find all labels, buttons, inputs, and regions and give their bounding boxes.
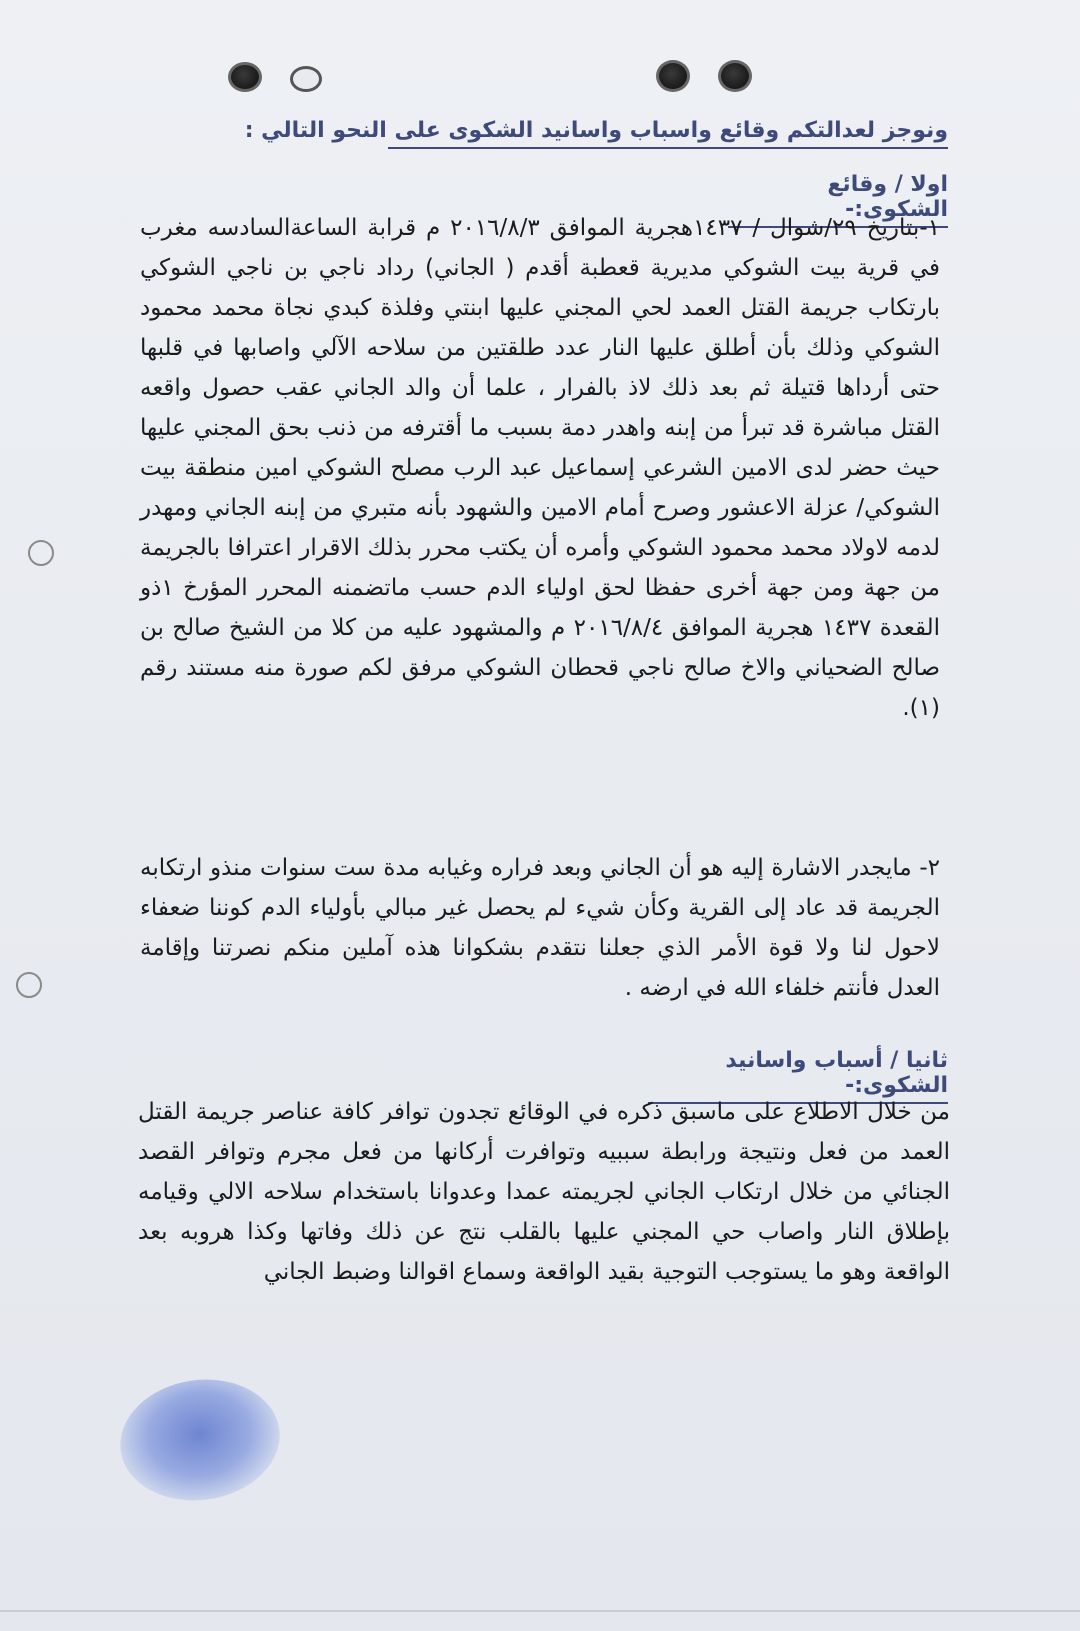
section1-heading: اولا / وقائع الشكوى:- xyxy=(728,172,948,228)
punch-hole-left-2 xyxy=(290,66,322,92)
paragraph-3: من خلال الاطلاع على ماسبق ذكره في الوقائع تجدون توافر كافة عناصر جريمة القتل العمد من فعل ونتيجة ورابطة سببيه وتوافرت أركانها من فعل مجرم وتوافر القصد الجنائي من خلال ارتكاب الجاني لجريمته عمدا وعدوانا باستخدام سلاحه الالي وقيامه بإطلاق النار واصاب حي المجني عليها بالقلب نتج عن ذلك وفاتها وكذا هروبه بعد الواقعة وهو ما يستوجب التوجية بقيد الواقعة وسماع اقوالنا وضبط الجاني xyxy=(138,1099,950,1285)
intro-line xyxy=(244,118,948,149)
margin-hole-mark xyxy=(16,972,42,998)
punch-hole-right-2 xyxy=(718,60,752,92)
intro-underline xyxy=(388,147,948,149)
section2-heading: ثانيا / أسباب واسانيد الشكوى:- xyxy=(648,1048,948,1104)
fingerprint-stamp xyxy=(112,1369,287,1510)
page-fold xyxy=(0,1610,1080,1612)
paragraph-1: ١-بتاريخ ٢٩/شوال / ١٤٣٧هجرية الموافق ٢٠١٦/٨/٣ م قرابة الساعةالسادسه مغرب في قرية بيت الشوكي مديرية قعطبة أقدم ( الجاني) رداد ناجي بن ناجي الشوكي بارتكاب جريمة القتل العمد لحي المجني عليها ابنتي وفلذة كبدي نجاة محمد محمود الشوكي وذلك بأن أطلق عليها النار عدد طلقتين من سلاحه الآلي واصابها في قلبها حتى أرداها قتيلة ثم بعد ذلك لاذ بالفرار ، علما أن والد الجاني عقب حصول واقعه القتل مباشرة قد تبرأ من إبنه واهدر دمة بسبب ما أقترفه من ذنب بحق المجني عليها حيث حضر لدى الامين الشرعي إسماعيل عبد الرب مصلح الشوكي امين منطقة بيت الشوكي/ عزلة الاعشور وصرح أمام الامين والشهود بأنه متبري من إبنه الجاني ومهدر لدمه لاولاد محمد محمود الشوكي وأمره أن يكتب محرر بذلك الاقرار اعترافا بالجريمة من جهة ومن جهة أخرى حفظا لحق اولياء الدم حسب ماتضمنه المحرر المؤرخ ١ذو القعدة ١٤٣٧ هجرية الموافق ٢٠١٦/٨/٤ م والمشهود عليه من كلا من الشيخ صالح بن صالح الضحياني والاخ صالح ناجي قحطان الشوكي مرفق لكم صورة منه مستند رقم (١). xyxy=(140,215,941,721)
punch-hole-left xyxy=(228,62,262,92)
punch-hole-right xyxy=(656,60,690,92)
paragraph-2: ٢- مايجدر الاشارة إليه هو أن الجاني وبعد فراره وغيابه مدة ست سنوات منذو ارتكابه الجريمة قد عاد إلى القرية وكأن شيء لم يحصل غير مبالي بأولياء الدم كوننا ضعفاء لاحول لنا ولا قوة الأمر الذي جعلنا نتقدم بشكوانا هذه آملين منكم نصرتنا وإقامة العدل فأنتم خلفاء الله في ارضه . xyxy=(140,855,940,1001)
margin-hole-mark xyxy=(28,540,54,566)
intro-text: ونوجز لعدالتكم وقائع واسباب واسانيد الشكوى على النحو التالي : xyxy=(244,118,948,143)
